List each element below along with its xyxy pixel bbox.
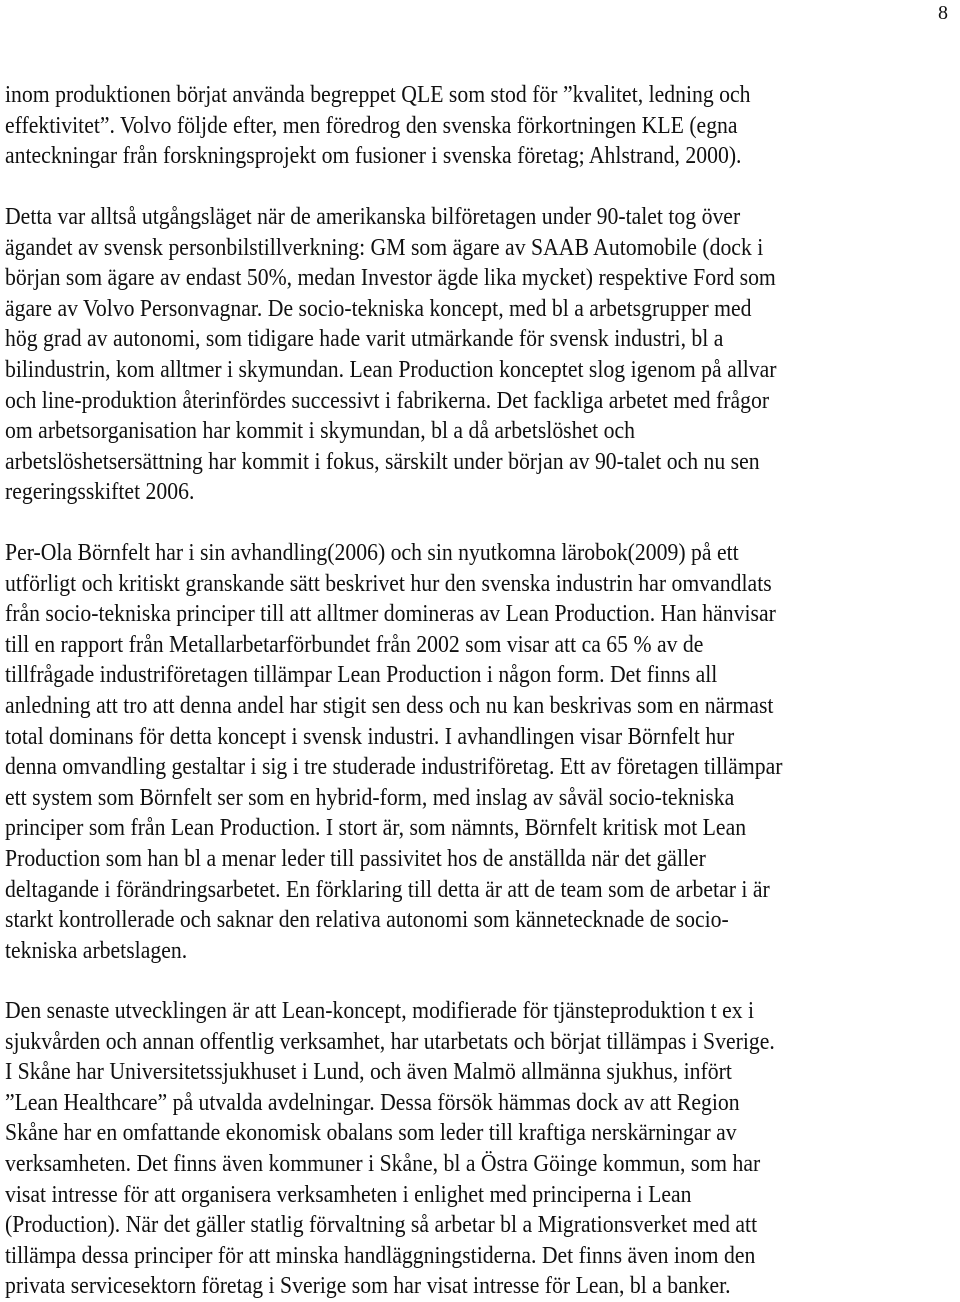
page-number: 8 <box>938 2 948 24</box>
text-line: hög grad av autonomi, som tidigare hade varit utmärkande för svensk industri, bl a <box>5 326 724 353</box>
text-line: utförligt och kritiskt granskande sätt beskrivet hur den svenska industrin har omvandlats <box>5 570 772 597</box>
text-line: från socio-tekniska principer till att alltmer domineras av Lean Production. Han hänvisar <box>5 601 776 628</box>
text-line: om arbetsorganisation har kommit i skymundan, bl a då arbetslöshet och <box>5 418 635 445</box>
text-line: Detta var alltså utgångsläget när de amerikanska bilföretagen under 90-talet tog över <box>5 204 741 230</box>
text-line: tekniska arbetslagen. <box>5 937 188 964</box>
paragraph <box>5 202 960 508</box>
text-line: deltagande i förändringsarbetet. En förklaring till detta är att de team som de arbetar i är <box>5 876 770 903</box>
text-line: (Production). När det gäller statlig förvaltning så arbetar bl a Migrationsverket med att <box>5 1212 758 1239</box>
text-line: effektivitet”. Volvo följde efter, men föredrog den svenska förkortningen KLE (egna <box>5 112 738 139</box>
paragraph <box>5 538 960 966</box>
text-line: bilindustrin, kom alltmer i skymundan. Lean Production konceptet slog igenom på allvar <box>5 356 777 383</box>
text-line: ägare av Volvo Personvagnar. De socio-tekniska koncept, med bl a arbetsgrupper med <box>5 295 752 322</box>
text-line: anledning att tro att denna andel har stigit sen dess och nu kan beskrivas som en närmast <box>5 692 774 719</box>
text-line: anteckningar från forskningsprojekt om fusioner i svenska företag; Ahlstrand, 2000). <box>5 143 742 170</box>
text-line: tillfrågade industriföretagen tillämpar Lean Production i någon form. Det finns all <box>5 662 718 689</box>
text-line: Per-Ola Börnfelt har i sin avhandling(2006) och sin nyutkomna lärobok(2009) på ett <box>5 540 739 566</box>
text-line: och line-produktion återinfördes successivt i fabrikerna. Det fackliga arbetet med frågor <box>5 387 770 414</box>
text-line: Skåne har en omfattande ekonomisk obalans som leder till kraftiga nerskärningar av <box>5 1120 737 1147</box>
text-line: principer som från Lean Production. I stort är, som nämnts, Börnfelt kritisk mot Lean <box>5 815 747 842</box>
text-line: tillämpa dessa principer för att minska handläggningstiderna. Det finns även inom den <box>5 1242 756 1269</box>
text-line: ”Lean Healthcare” på utvalda avdelningar. Dessa försök hämmas dock av att Region <box>5 1089 740 1116</box>
text-line: I Skåne har Universitetssjukhuset i Lund, och även Malmö allmänna sjukhus, infört <box>5 1059 732 1086</box>
paragraph <box>5 80 960 172</box>
text-line: ägandet av svensk personbilstillverkning: GM som ägare av SAAB Automobile (dock i <box>5 234 764 261</box>
text-line: privata servicesektorn företag i Sverige som har visat intresse för Lean, bl a banker. <box>5 1273 731 1300</box>
text-line: till en rapport från Metallarbetarförbundet från 2002 som visar att ca 65 % av de <box>5 631 704 658</box>
text-line: total dominans för detta koncept i svensk industri. I avhandlingen visar Börnfelt hur <box>5 723 735 750</box>
paragraph <box>5 996 960 1302</box>
text-line: inom produktionen börjat använda begreppet QLE som stod för ”kvalitet, ledning och <box>5 82 751 108</box>
text-line: Production som han bl a menar leder till passivitet hos de anställda när det gäller <box>5 845 706 872</box>
text-line: visat intresse för att organisera verksamheten i enlighet med principerna i Lean <box>5 1181 692 1208</box>
text-line: sjukvården och annan offentlig verksamhet, har utarbetats och börjat tillämpas i Sverige. <box>5 1028 775 1055</box>
text-line: början som ägare av endast 50%, medan Investor ägde lika mycket) respektive Ford som <box>5 265 776 292</box>
text-line: ett system som Börnfelt ser som en hybrid-form, med inslag av såväl socio-tekniska <box>5 784 735 811</box>
text-line: starkt kontrollerade och saknar den relativa autonomi som kännetecknade de socio- <box>5 907 729 934</box>
text-line: arbetslöshetsersättning har kommit i fokus, särskilt under början av 90-talet och nu sen <box>5 448 760 475</box>
text-line: denna omvandling gestaltar i sig i tre studerade industriföretag. Ett av företagen tillämpar <box>5 754 783 781</box>
text-line: verksamheten. Det finns även kommuner i Skåne, bl a Östra Göinge kommun, som har <box>5 1150 761 1177</box>
text-line: regeringsskiftet 2006. <box>5 479 195 506</box>
text-line: Den senaste utvecklingen är att Lean-koncept, modifierade för tjänsteproduktion t ex i <box>5 998 755 1024</box>
